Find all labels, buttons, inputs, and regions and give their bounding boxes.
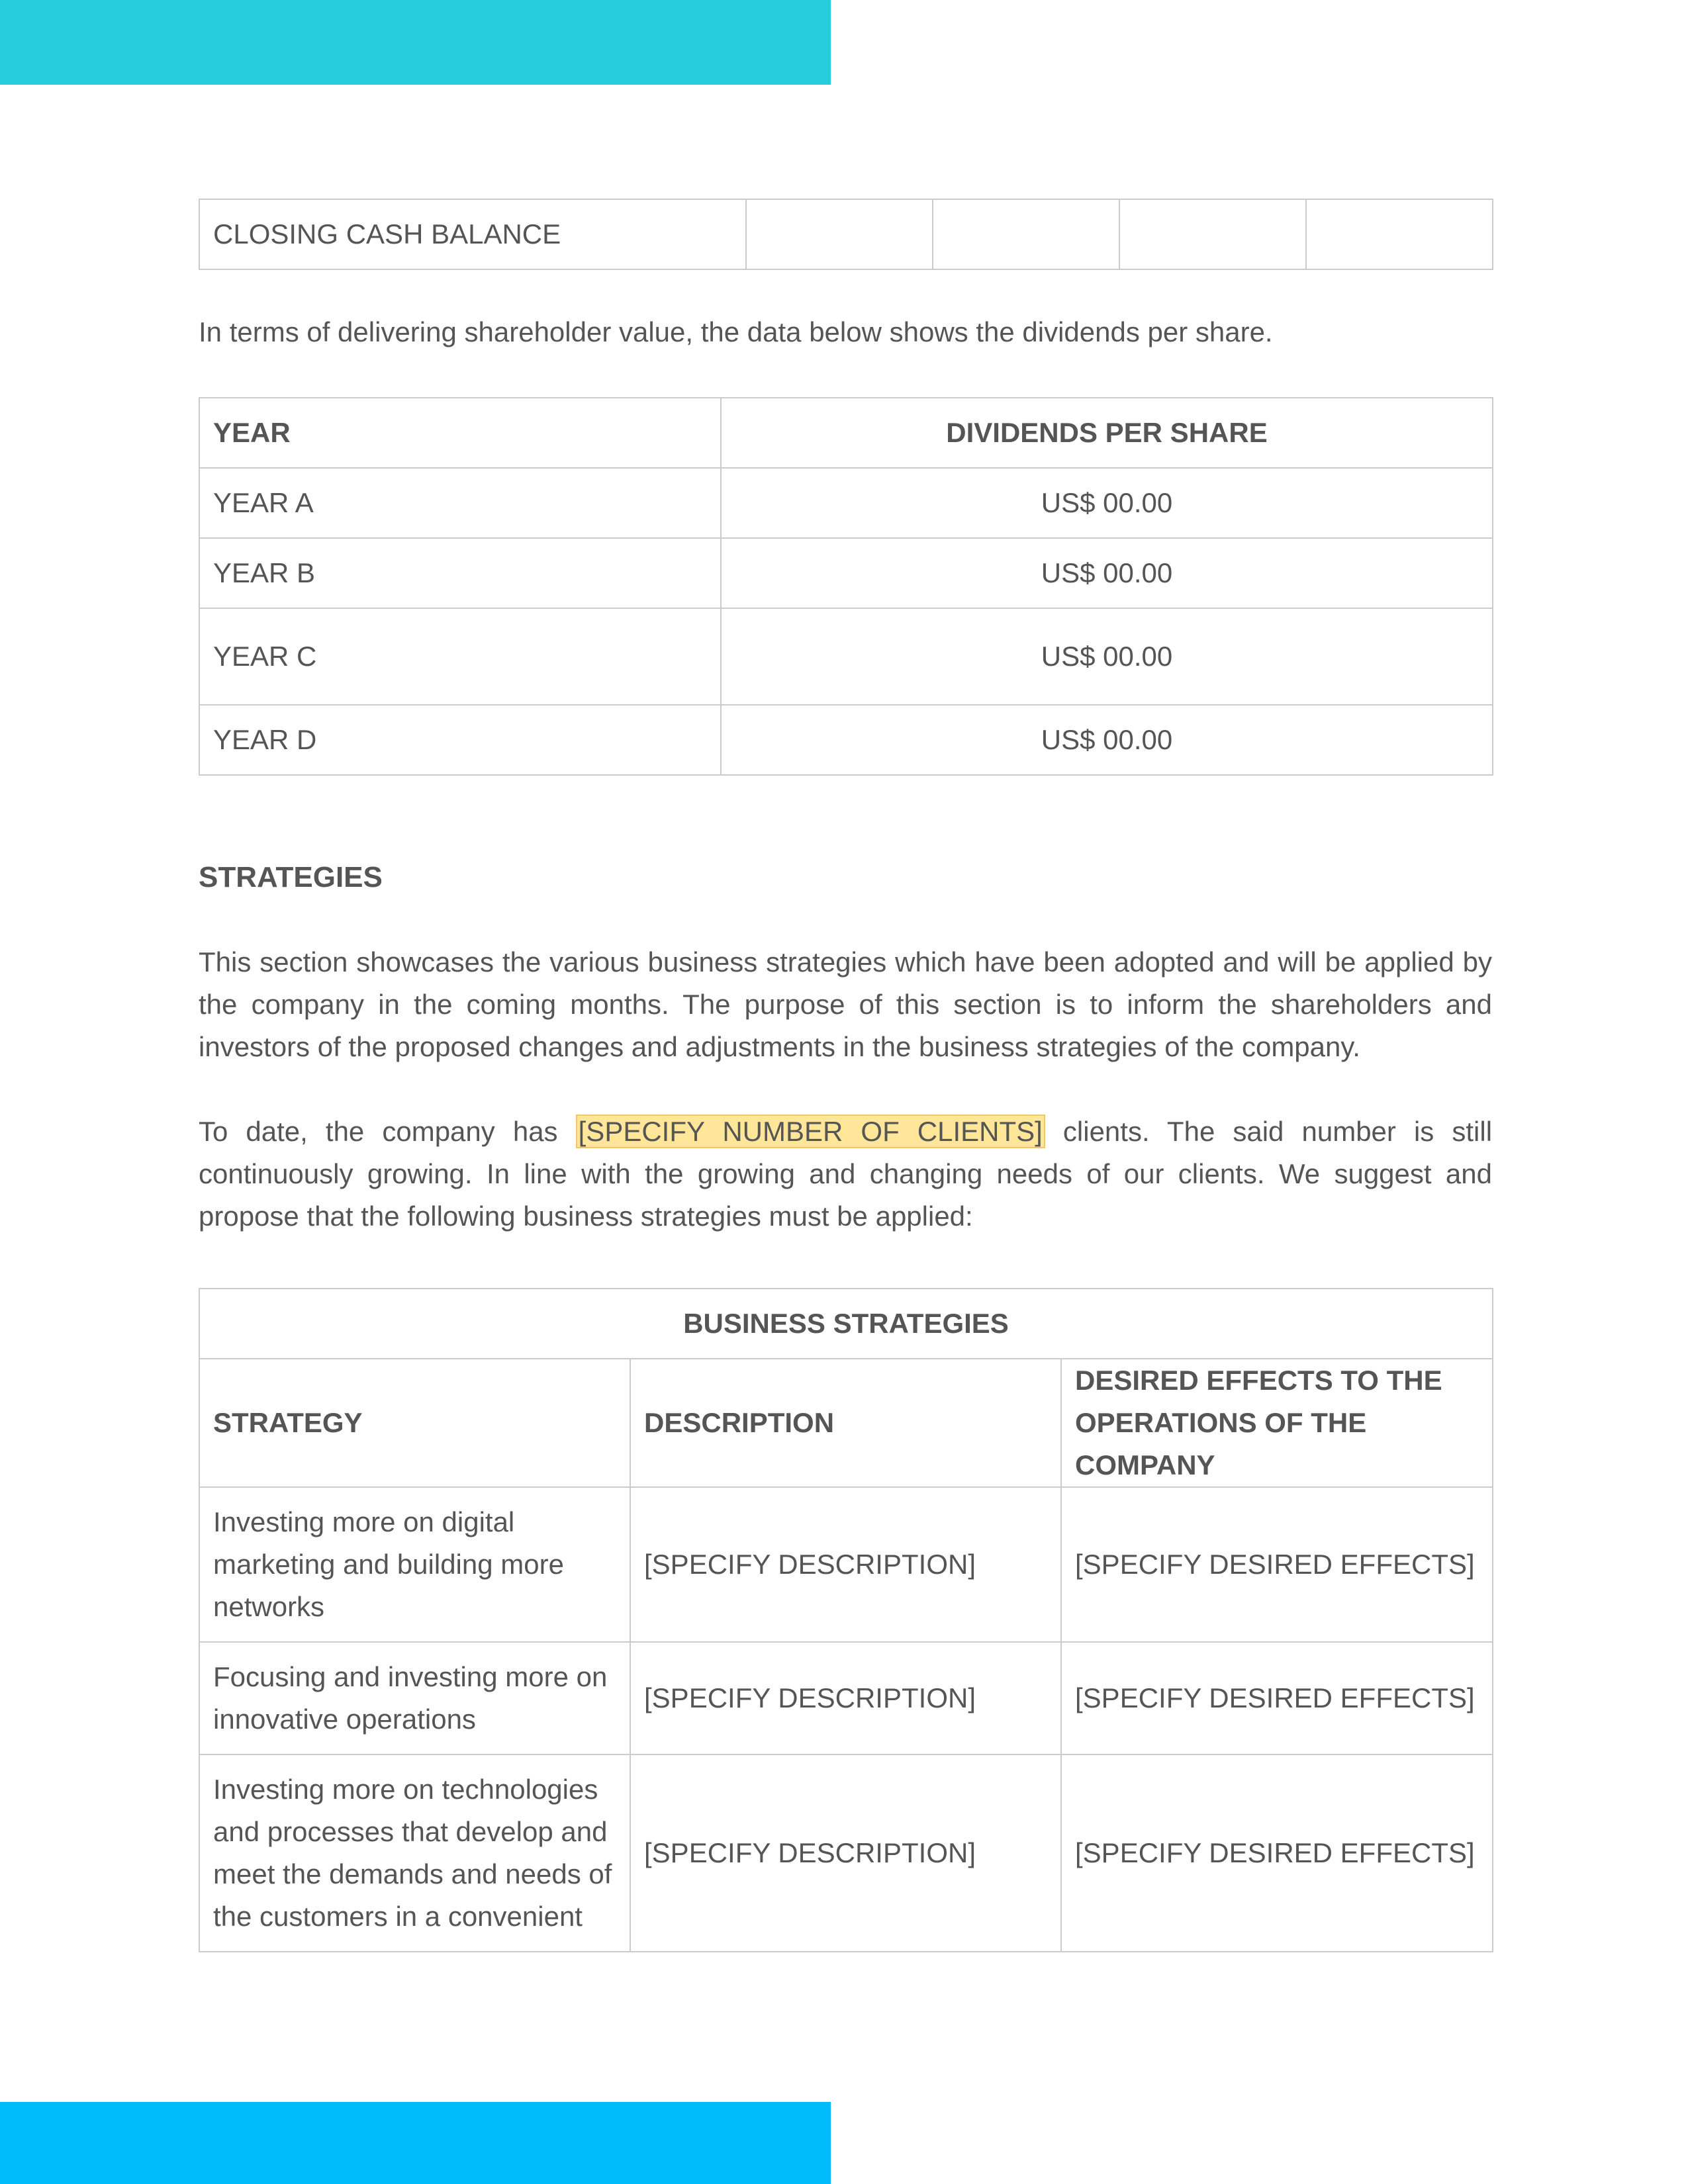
column-header-strategy: STRATEGY xyxy=(199,1359,630,1487)
table-cell xyxy=(746,199,933,269)
table-row xyxy=(199,538,1493,608)
column-header-dividends: DIVIDENDS PER SHARE xyxy=(721,398,1493,468)
table-row xyxy=(199,705,1493,775)
clients-placeholder-highlight: [SPECIFY NUMBER OF CLIENTS] xyxy=(576,1115,1045,1148)
clients-text-after: clients. The said number is still continuously growing. In line with the growing and changing needs of our clients. We suggest and propose that the following business strategies must be applied: xyxy=(199,1116,1493,1232)
clients-text-before: To date, the company has xyxy=(199,1116,576,1147)
strategy-cell: Investing more on digital marketing and building more networks xyxy=(199,1487,630,1642)
table-cell xyxy=(1119,199,1306,269)
top-accent-bar xyxy=(0,0,831,85)
table-header-row xyxy=(199,398,1493,468)
dividends-table xyxy=(199,397,1493,776)
column-header-year: YEAR xyxy=(199,398,721,468)
description-cell: [SPECIFY DESCRIPTION] xyxy=(630,1487,1061,1642)
dividend-value-cell: US$ 00.00 xyxy=(721,608,1493,705)
table-caption-row xyxy=(199,1289,1493,1359)
table-row xyxy=(199,1642,1493,1754)
column-header-desired-effects: DESIRED EFFECTS TO THE OPERATIONS OF THE COMPANY xyxy=(1061,1359,1493,1487)
dividends-intro-text: In terms of delivering shareholder value, the data below shows the dividends per share. xyxy=(199,316,1273,347)
table-header-row xyxy=(199,1359,1493,1487)
table-row xyxy=(199,468,1493,538)
table-caption: BUSINESS STRATEGIES xyxy=(199,1289,1493,1359)
table-cell xyxy=(1306,199,1493,269)
closing-cash-balance-label: CLOSING CASH BALANCE xyxy=(199,199,746,269)
strategies-intro-text: This section showcases the various business strategies which have been adopted and will be applied by the company in the coming months. The purpose of this section is to inform the shareholders and investors of the proposed changes and adjustments in the business strategies of the company. xyxy=(199,946,1492,1062)
cash-balance-table xyxy=(199,199,1493,270)
clients-paragraph xyxy=(199,1111,1492,1238)
table-row xyxy=(199,1487,1493,1642)
year-cell: YEAR B xyxy=(199,538,721,608)
strategy-cell: Focusing and investing more on innovative operations xyxy=(199,1642,630,1754)
dividend-value-cell: US$ 00.00 xyxy=(721,468,1493,538)
bottom-accent-bar xyxy=(0,2102,831,2184)
strategy-cell: Investing more on technologies and processes that develop and meet the demands and needs of the customers in a convenient xyxy=(199,1754,630,1952)
table-row xyxy=(199,1754,1493,1952)
column-header-description: DESCRIPTION xyxy=(630,1359,1061,1487)
effects-cell: [SPECIFY DESIRED EFFECTS] xyxy=(1061,1642,1493,1754)
table-cell xyxy=(933,199,1119,269)
business-strategies-table xyxy=(199,1288,1493,1952)
dividend-value-cell: US$ 00.00 xyxy=(721,705,1493,775)
table-row xyxy=(199,199,1493,269)
year-cell: YEAR A xyxy=(199,468,721,538)
section-title-strategies: STRATEGIES xyxy=(199,861,383,893)
effects-cell: [SPECIFY DESIRED EFFECTS] xyxy=(1061,1754,1493,1952)
year-cell: YEAR D xyxy=(199,705,721,775)
dividend-value-cell: US$ 00.00 xyxy=(721,538,1493,608)
effects-cell: [SPECIFY DESIRED EFFECTS] xyxy=(1061,1487,1493,1642)
description-cell: [SPECIFY DESCRIPTION] xyxy=(630,1754,1061,1952)
document-body xyxy=(199,199,1492,1952)
description-cell: [SPECIFY DESCRIPTION] xyxy=(630,1642,1061,1754)
year-cell: YEAR C xyxy=(199,608,721,705)
table-row xyxy=(199,608,1493,705)
